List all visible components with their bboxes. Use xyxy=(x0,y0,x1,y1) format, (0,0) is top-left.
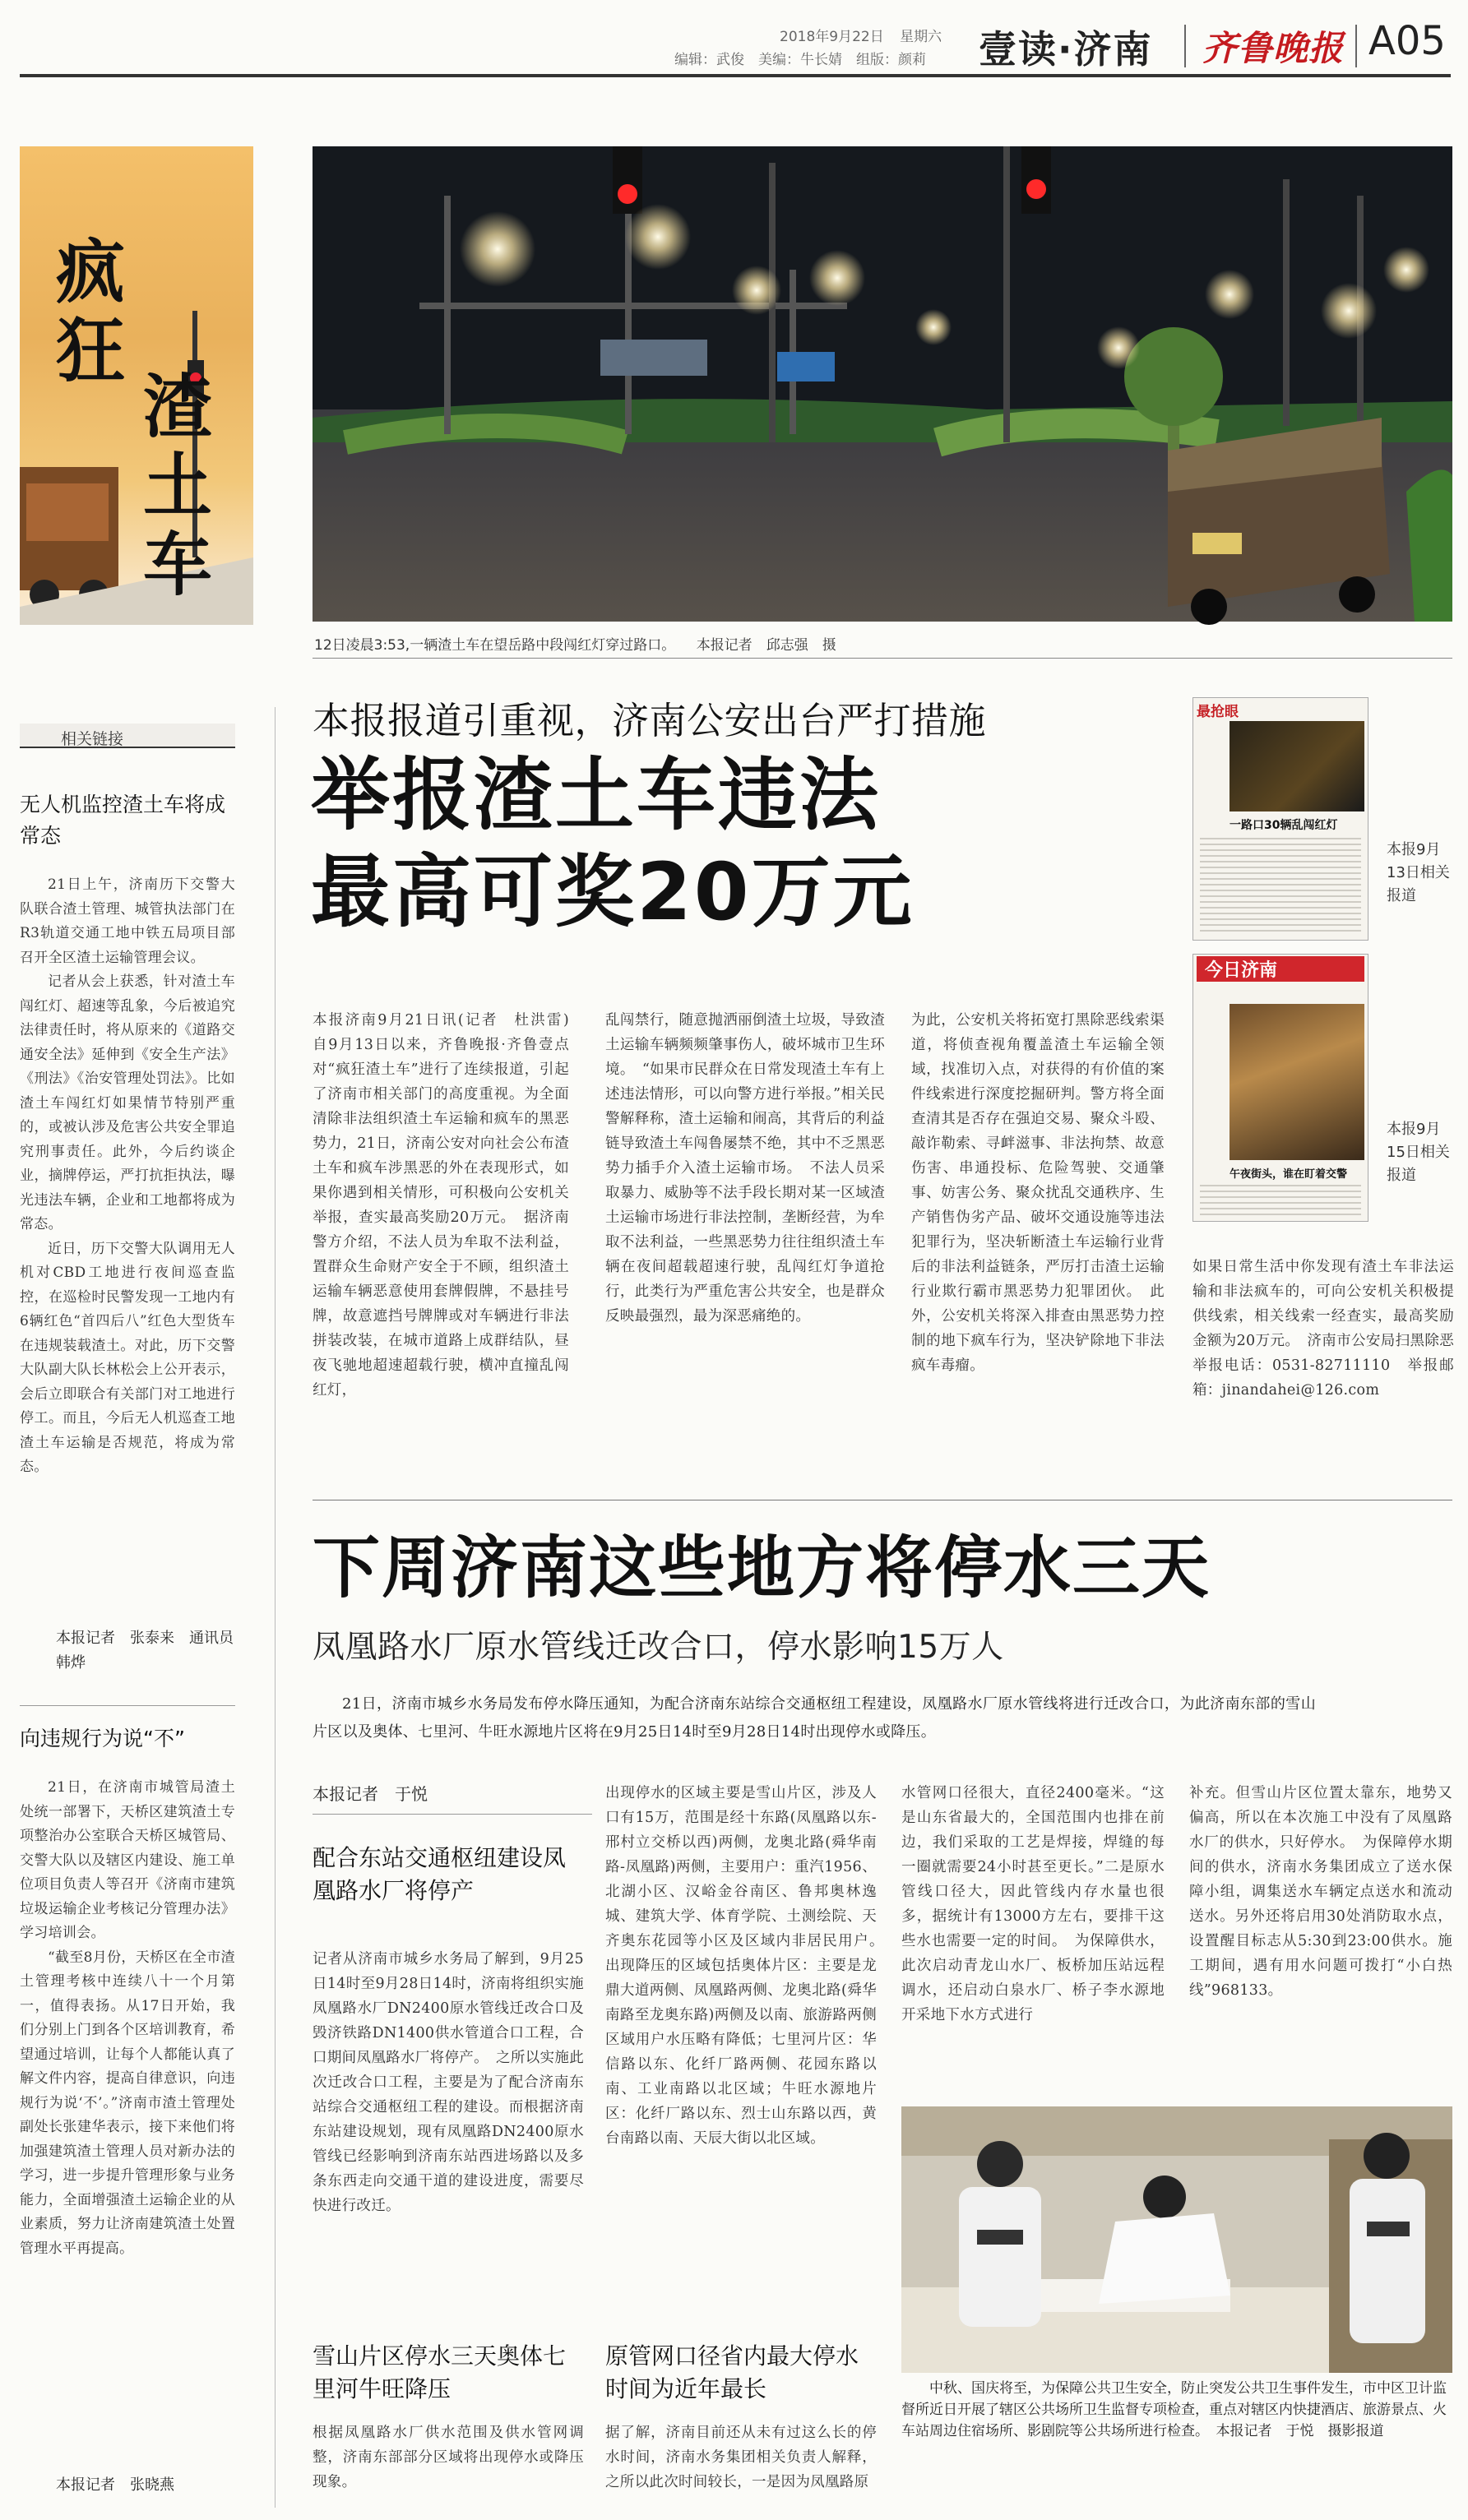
main-col-2: 乱闯禁行，随意抛洒丽倒渣土垃圾，导致渣土运输车辆频频肇事伤人，破坏城市卫生环境。 “如果市民群众在日常发现渣土车有上述违法情形，可以向警方进行举报。”相关民警解释称，渣土运输和闹高，其背后的利益链导致渣土车闯鲁屡禁不绝，其中不乏黑恶势力插手介入渣土运输市场。 不法人员采取暴力、威胁等不法手段长期对某一区域渣土运输市场进行非法控制，垄断经营，为牟取不法利益，一些黑恶势力往往组织渣土车辆在夜间超载超速行驶，乱闯红灯争道抢行，此类行为严重危害公共安全，也是群众反映最强烈，最为深恶痛绝的。 xyxy=(605,1012,885,1325)
water-byline: 本报记者 于悦 xyxy=(313,1784,428,1804)
thumb-sept15-headline: 午夜街头，谁在盯着交警 xyxy=(1230,1168,1348,1181)
related-story2-p1: 21日，在济南市城管局渣土处统一部署下，天桥区建筑渣土专项整治办公室联合天桥区城管局、交警大队以及辖区内建设、施工单位项目负责人等召开《济南市建筑垃圾运输企业考核记分管理办法》学习培训会。 xyxy=(20,1779,235,1941)
related-story1-p2: 记者从会上获悉，针对渣土车闯红灯、超速等乱象，今后被追究法律责任时，将从原来的《道路交通安全法》延伸到《安全生产法》《刑法》《治安管理处罚法》。比如渣土车闯红灯如果情节特别严重的，或被认涉及危害公共安全罪追究刑事责任。此外，今后约谈企业，摘牌停运，严打抗拒执法，曝光违法车辆，企业和工地都将成为常态。 xyxy=(20,973,235,1232)
related-divider xyxy=(20,1705,235,1706)
main-headline-1: 举报渣土车违法 xyxy=(311,749,881,841)
related-story2-body xyxy=(20,1776,235,2463)
related-story1-body xyxy=(20,873,235,1621)
paper-logo: 齐鲁晚报 xyxy=(1202,28,1345,68)
banner-char-3: 渣 xyxy=(143,366,213,447)
thumb-sept13 xyxy=(1192,697,1368,941)
thumb-sept15-photo xyxy=(1230,1004,1364,1160)
header-weekday: 星期六 xyxy=(900,29,942,45)
header-rule xyxy=(20,74,1451,77)
water-col-1b: 根据凤凰路水厂供水范围及供水管网调整，济南东部部分区域将出现停水或降压现象。 xyxy=(313,2425,584,2490)
related-story1-p1: 21日上午，济南历下交警大队联合渣土管理、城管执法部门在R3轨道交通工地中铁五局项目部召开全区渣土运输管理会议。 xyxy=(20,876,235,966)
water-col-1: 记者从济南市城乡水务局了解到，9月25日14时至9月28日14时，济南将组织实施凤凰路水厂DN2400原水管线迁改合口及毁济铁路DN1400供水管道合口工程，合口期间凤凰路水厂将停产。 之所以实施此次迁改合口工程，主要是为了配合济南东站综合交通枢纽工程的建设。而根据济南东站建设规划，现有凤凰路DN2400原水管线已经影响到济南东站西进场路以及多条东西走向交通干道的建设进度，需要尽快进行改迁。 xyxy=(313,1951,584,2214)
thumb-sept13-masthead: 最抢眼 xyxy=(1197,704,1239,720)
inspection-photo xyxy=(901,2106,1452,2373)
banner-char-5: 车 xyxy=(143,524,213,605)
related-story2-title: 向违规行为说“不” xyxy=(20,1727,185,1750)
inspection-scene xyxy=(901,2106,1452,2373)
thumb-sept13-photo xyxy=(1230,721,1364,811)
top-photo xyxy=(313,146,1452,622)
water-byline-rule xyxy=(313,1814,592,1815)
main-col-4: 如果日常生活中你发现有渣土车非法运输和非法疯车的，可向公安机关积极提供线索，相关线索一经查实，最高奖励金额为20万元。 济南市公安局扫黑除恶举报电话：0531-82711110 举报邮箱：jinandahei@126.com xyxy=(1192,1259,1454,1399)
related-story2-byline: 本报记者 张晓燕 xyxy=(56,2476,174,2494)
water-headline: 下周济南这些地方将停水三天 xyxy=(313,1529,1211,1607)
main-headline-2: 最高可奖20万元 xyxy=(311,846,915,938)
water-col-3: 水管网口径很大，直径2400毫米。“这是山东省最大的，全国范围内也排在前边，我们采取的工艺是焊接，焊缝的每一圈就需要24小时甚至更长。”二是原水管线口径大，因此管线内存水量也很多，据统计有13000方左右，要排干这些水也需要一定的时间。 为保障供水，此次启动青龙山水厂、板桥加压站远程调水，还启动白泉水厂、桥子李水源地开采地下水方式进行 xyxy=(901,1785,1165,2023)
related-story2-p2: “截至8月份，天桥区在全市渣土管理考核中连续八十一个月第一，值得表扬。从17日开始，我们分别上门到各个区培训教育，希望通过培训，让每个人都能认真了解文件内容，提高自律意识，向违规行为说‘不’。”济南市渣土管理处副处长张建华表示，接下来他们将加强建筑渣土管理人员对新办法的学习，进一步提升管理形象与业务能力，全面增强渣土运输企业的从业素质，努力让济南建筑渣土处置管理水平再提高。 xyxy=(20,1949,235,2257)
water-subhead: 凤凰路水厂原水管线迁改合口，停水影响15万人 xyxy=(313,1629,1004,1666)
header-staff: 编辑：武俊 美编：牛长婧 组版：颜莉 xyxy=(674,52,926,68)
water-col-4: 补充。但雪山片区位置太靠东，地势又偏高，所以在本次施工中没有了凤凰路水厂的供水，只好停水。 为保障停水期间的供水，济南水务集团成立了送水保障小组，调集送水车辆定点送水和流动送水。另外还将启用30处消防取水点，设置醒目标志从5:30到23:00供水。施工期间，遇有用水问题可拨打“小白热线”968133。 xyxy=(1189,1785,1452,1999)
thumb-sept15-text xyxy=(1200,1185,1361,1218)
header-date-line xyxy=(780,25,942,45)
water-sub1: 配合东站交通枢纽建设凤凰路水厂将停产 xyxy=(313,1844,567,1904)
water-col-2: 出现停水的区域主要是雪山片区，涉及人口有15万，范围是经十东路(凤凰路以东-邢村立交桥以西)两侧，龙奥北路(舜华南路-凤凰路)两侧，主要用户：重汽1956、北湖小区、汉峪金谷南区、鲁邦奥林逸城、建筑大学、体育学院、土测绘院、天齐奥东花园等小区及区域内非居民用户。 出现降压的区域包括奥体片区：主要是龙鼎大道两侧、凤凰路两侧、龙奥北路(舜华南路至龙奥东路)两侧及以南、旅游路两侧区域用户水压略有降低；七里河片区：华信路以东、化纤厂路两侧、花园东路以南、工业南路以北区域；牛旺水源地片区：化纤厂路以东、烈士山东路以西，黄台南路以南、天辰大街以北区域。 xyxy=(605,1785,891,2147)
related-story1-title: 无人机监控渣土车将成常态 xyxy=(20,793,226,848)
water-col-2b: 据了解，济南目前还从未有过这么长的停水时间，济南水务集团相关负责人解释，之所以此次时间较长，一是因为凤凰路原 xyxy=(605,2425,877,2490)
thumb-sept13-caption: 本报9月13日相关报道 xyxy=(1387,841,1450,904)
page-number: A05 xyxy=(1368,18,1446,64)
banner-char-2: 狂 xyxy=(56,310,126,391)
banner-char-4: 土 xyxy=(143,445,213,526)
related-label-box xyxy=(20,724,235,748)
water-lede: 21日，济南市城乡水务局发布停水降压通知，为配合济南东站综合交通枢纽工程建设，凤凰路水厂原水管线将进行迁改合口，为此济南东部的雪山片区以及奥体、七里河、牛旺水源地片区将在9月25日14时至9月28日14时出现停水或降压。 xyxy=(313,1695,1316,1741)
main-col-3: 为此，公安机关将拓宽打黑除恶线索渠道，将侦查视角覆盖渣土车运输全领域，找准切入点，对获得的有价值的案件线索进行深度挖掘研判。警方将全面查清其是否存在强迫交易、聚众斗殴、敲诈勒索、寻衅滋事、非法拘禁、故意伤害、串通投标、危险驾驶、交通肇事、妨害公务、聚众扰乱交通秩序、生产销售伪劣产品、破坏交通设施等违法犯罪行为，坚决斩断渣土车运输行业背后的非法利益链条，严厉打击渣土运输行业欺行霸市黑恶势力犯罪团伙。 此外，公安机关将深入排查由黑恶势力控制的地下疯车行为，坚决铲除地下非法疯车毒瘤。 xyxy=(911,1012,1165,1374)
related-label: 相关链接 xyxy=(61,730,124,748)
inspection-photo-caption: 中秋、国庆将至，为保障公共卫生安全，防止突发公共卫生事件发生，市中区卫计监督所近日开展了辖区公共场所卫生监督专项检查，重点对辖区内快捷酒店、旅游景点、火车站周边住宿场所、影剧院等公共场所进行检查。 本报记者 于悦 摄影报道 xyxy=(901,2380,1447,2439)
related-story1-p3: 近日，历下交警大队调用无人机对CBD工地进行夜间巡查监控，在巡检时民警发现一工地内有6辆红色“首四后八”红色大型货车在违规装载渣土。对此，历下交警大队副大队长林松会上公开表示，会后立即联合有关部门对工地进行停工。而且，今后无人机巡查工地渣土车运输是否规范，将成为常态。 xyxy=(20,1240,235,1475)
main-col-1: 本报济南9月21日讯(记者 杜洪雷) 自9月13日以来，齐鲁晚报·齐鲁壹点对“疯狂渣土车”进行了连续报道，引起了济南市相关部门的高度重视。为全面清除非法组织渣土车运输和疯车的黑恶势力，21日，济南公安对向社会公布渣土车和疯车涉黑恶的外在表现形式，如果你遇到相关情形，可积极向公安机关举报，查实最高奖励20万元。 据济南警方介绍，不法人员为牟取不法利益，置群众生命财产安全于不顾，组织渣土运输车辆恶意使用套牌假牌，不悬挂号牌，故意遮挡号牌牌或对车辆进行非法拼装改装，在城市道路上成群结队，昼夜飞驰地超速超载行驶，横冲直撞乱闯红灯， xyxy=(313,1012,584,1399)
related-story1-byline: 本报记者 张泰来 通讯员 韩烨 xyxy=(56,1630,248,1672)
banner-char-1: 疯 xyxy=(56,231,126,312)
water-sub2: 雪山片区停水三天奥体七里河牛旺降压 xyxy=(313,2342,567,2402)
header-divider-2 xyxy=(1355,25,1357,67)
thumb-sept15-caption: 本报9月15日相关报道 xyxy=(1387,1121,1450,1184)
section-title: 壹读·济南 xyxy=(979,27,1153,72)
night-road-scene xyxy=(313,146,1452,622)
truck-illustration xyxy=(20,146,253,625)
thumb-sept13-headline: 一路口30辆乱闯红灯 xyxy=(1230,819,1338,832)
header-divider-1 xyxy=(1184,25,1186,67)
sidebar-col-rule xyxy=(275,707,276,2508)
main-kicker: 本报报道引重视，济南公安出台严打措施 xyxy=(313,699,987,742)
sidebar-banner xyxy=(20,146,253,625)
top-photo-caption-rule xyxy=(313,658,1452,659)
water-sub3: 原管网口径省内最大停水时间为近年最长 xyxy=(605,2342,859,2402)
thumb-sept15 xyxy=(1192,954,1368,1222)
top-photo-caption: 12日凌晨3:53,一辆渣土车在望岳路中段闯红灯穿过路口。 本报记者 邱志强 摄 xyxy=(314,637,836,654)
thumb-sept13-text xyxy=(1200,838,1361,935)
header-date: 2018年9月22日 xyxy=(780,29,884,45)
thumb-sept15-masthead: 今日济南 xyxy=(1197,956,1364,982)
